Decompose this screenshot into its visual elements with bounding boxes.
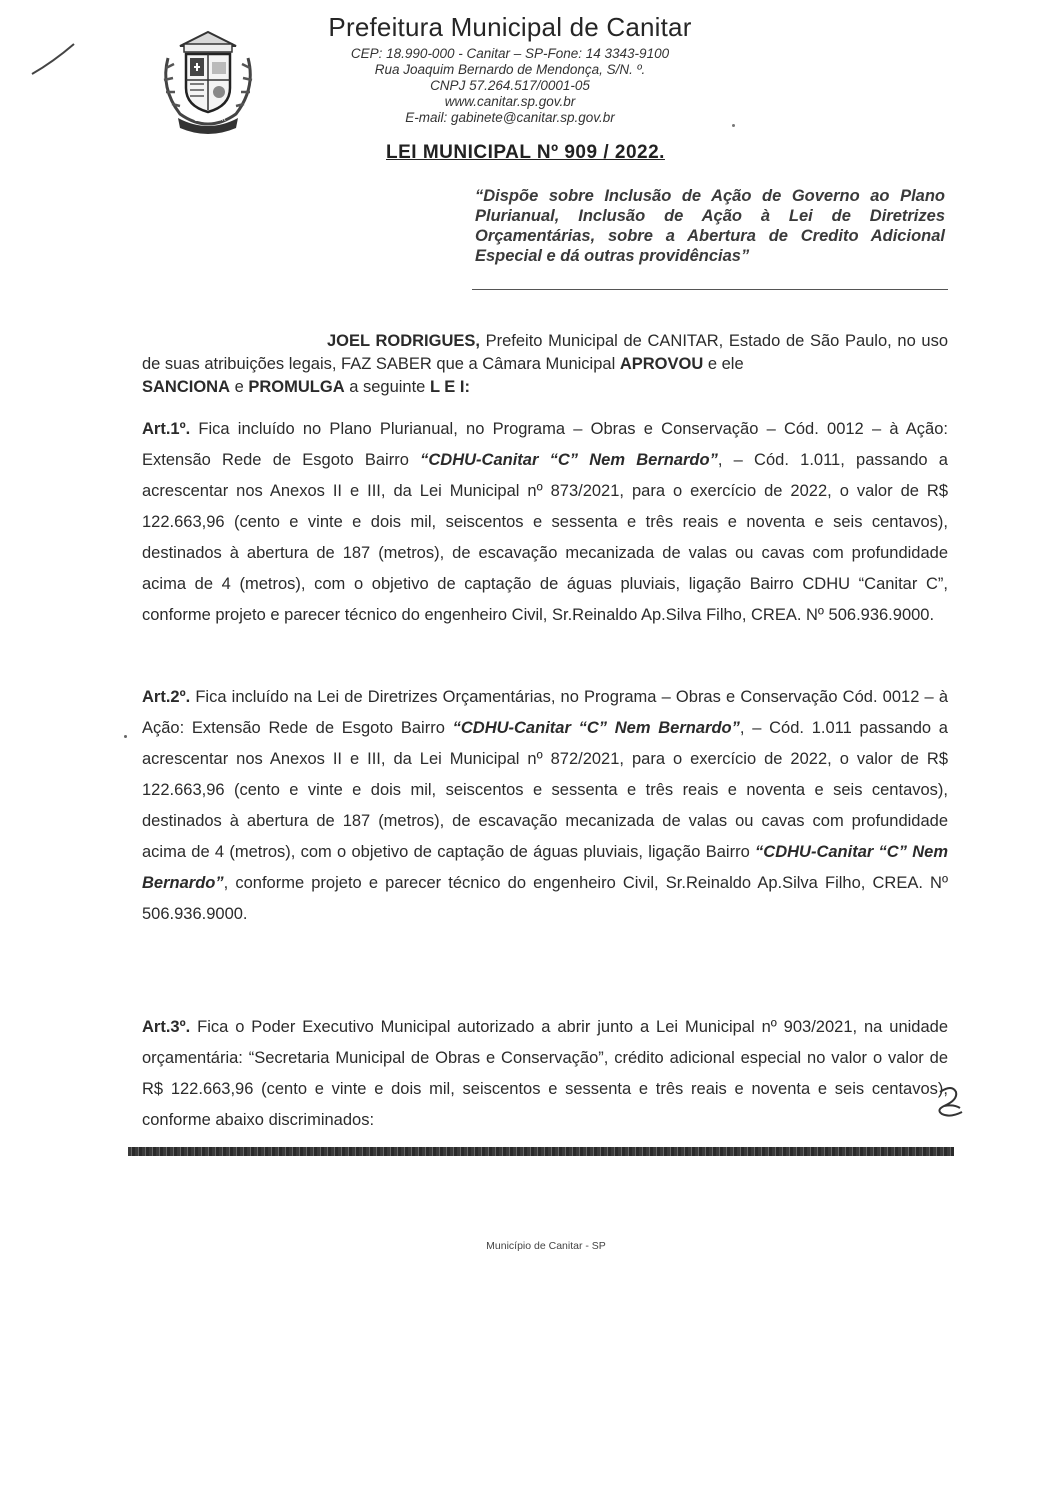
address-line-cnpj: CNPJ 57.264.517/0001-05 [430,78,590,93]
summary-underline [472,289,948,290]
preamble-text: Prefeito Municipal de CANITAR, Estado de São Paulo, no uso de suas atribuições legais, FAZ SABER que a Câmara Municipal [142,332,948,373]
article-emphasis: “CDHU-Canitar “C” Nem Bernardo” [142,843,948,892]
preamble [142,330,948,399]
keyword-promulga: PROMULGA [248,378,345,396]
article-text: , conforme projeto e parecer técnico do engenheiro Civil, Sr.Reinaldo Ap.Silva Filho, CREA. Nº 506.936.9000. [142,874,948,923]
article-3 [142,1012,948,1136]
address-line-email: E-mail: gabinete@canitar.sp.gov.br [405,110,615,125]
article-text: Fica o Poder Executivo Municipal autorizado a abrir junto a Lei Municipal nº 903/2021, na unidade orçamentária: “Secretaria Municipal de Obras e Conservação”, crédito adicional especial no valor o valor de R$ 122.663,96 (cento e vinte e dois mil, seiscentos e sessenta e três reais e noventa e seis centavos), conforme abaixo discriminados: [142,1018,948,1129]
pen-stroke-mark [28,40,78,80]
preamble-text: e [230,378,249,396]
preamble-text: a seguinte [344,378,430,396]
law-summary: “Dispõe sobre Inclusão de Ação de Governo ao Plano Plurianual, Inclusão de Ação à Lei de Diretrizes Orçamentárias, sobre a Abertura de Credito Adicional Especial e dá outras providências” [475,187,945,265]
keyword-aprovou: APROVOU [619,355,704,373]
address-line-website: www.canitar.sp.gov.br [444,94,576,109]
article-1 [142,414,948,631]
handwritten-initials [930,1082,970,1122]
article-emphasis: “CDHU-Canitar “C” Nem Bernardo” [452,719,740,737]
article-text: , – Cód. 1.011, passando a acrescentar nos Anexos II e III, da Lei Municipal nº 873/2021, para o exercício de 2022, o valor de R$ 122.663,96 (cento e vinte e dois mil, seiscentos e sessenta e três reais e noventa e seis centavos), destinados à abertura de 187 (metros), de escavação mecanizada de valas ou cavas com profundidade acima de 4 (metros), com o objetivo de captação de águas pluviais, ligação Bairro CDHU “Canitar C”, conforme projeto e parecer técnico do engenheiro Civil, Sr.Reinaldo Ap.Silva Filho, CREA. Nº 506.936.9000. [142,451,948,624]
article-label: Art.3º. [142,1018,191,1036]
footer-text: Município de Canitar - SP [486,1240,606,1252]
keyword-lei: L E I: [429,378,470,396]
article-text: Fica incluído na Lei de Diretrizes Orçamentárias, no Programa – Obras e Conservação Cód. 0012 – à Ação: Extensão Rede de Esgoto Bairro [142,688,948,737]
scan-speck [124,735,127,738]
article-text: Fica incluído no Plano Plurianual, no Programa – Obras e Conservação – Cód. 0012 – à Ação: Extensão Rede de Esgoto Bairro [142,420,948,469]
article-text: , – Cód. 1.011 passando a acrescentar nos Anexos II e III, da Lei Municipal nº 872/2021, para o exercício de 2022, o valor de R$ 122.663,96 (cento e vinte e dois mil, seiscentos e sessenta e três reais e noventa e seis centavos), destinados à abertura de 187 (metros), de escavação mecanizada de valas ou cavas com profundidade acima de 4 (metros), com o objetivo de captação de águas pluviais, ligação Bairro [142,719,948,861]
footer-rule [128,1147,954,1156]
org-name: Prefeitura Municipal de Canitar [328,12,692,42]
article-label: Art.1º. [142,420,191,438]
article-label: Art.2º. [142,688,191,706]
scan-speck [732,124,735,127]
keyword-sanciona: SANCIONA [142,378,231,396]
letterhead [250,12,770,126]
crest-label: CANITAR [194,117,227,123]
address-line-street: Rua Joaquim Bernardo de Mendonça, S/N. º. [374,62,646,77]
address-line-cep: CEP: 18.990-000 - Canitar – SP-Fone: 14 3343-9100 [350,46,670,61]
law-title: LEI MUNICIPAL Nº 909 / 2022. [386,142,665,163]
article-2 [142,682,948,930]
article-emphasis: “CDHU-Canitar “C” Nem Bernardo” [420,451,718,469]
preamble-text: e ele [703,355,744,373]
mayor-name: JOEL RODRIGUES, [327,332,480,350]
